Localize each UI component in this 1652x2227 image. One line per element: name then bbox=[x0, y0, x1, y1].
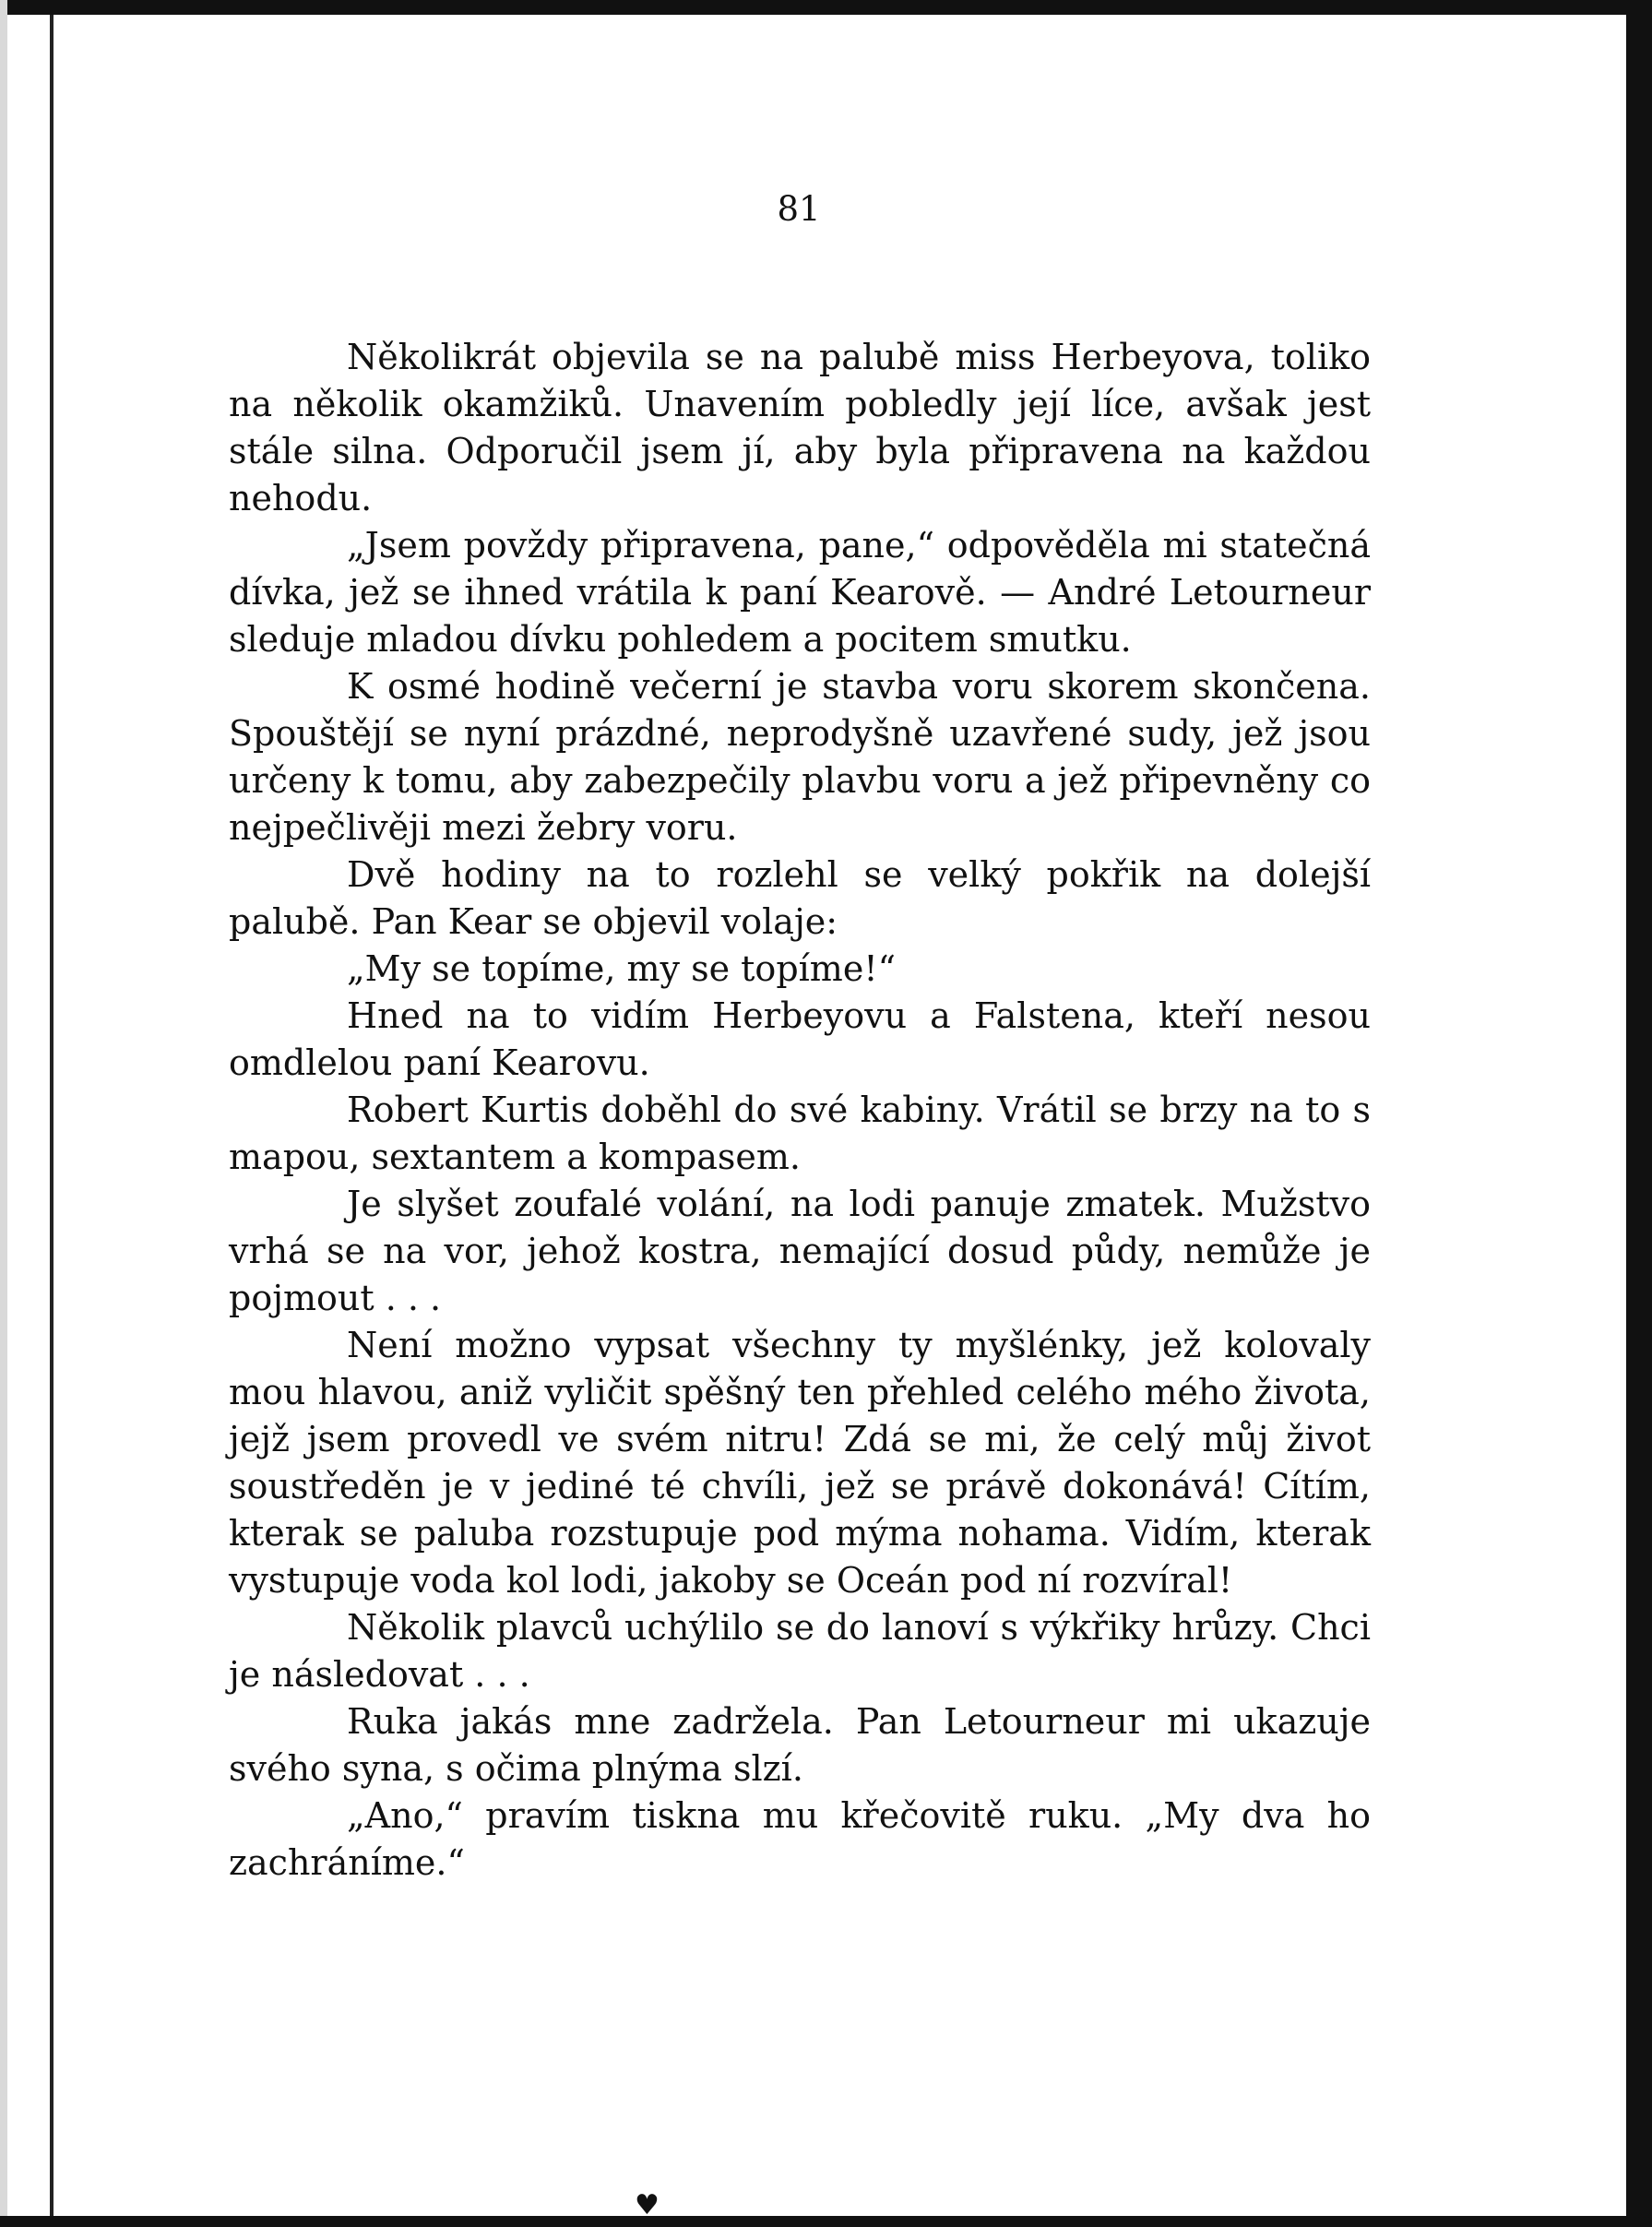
paragraph: K osmé hodině večerní je stavba voru skorem skončena. Spouštějí se nyní prázdné, neprodyšně uzavřené sudy, jež jsou určeny k tomu, aby zabezpečily plavbu voru a jež připevněny co nejpečlivěji mezi žebry voru. bbox=[229, 666, 1371, 848]
scan-border-left bbox=[0, 0, 7, 2227]
paragraph: Dvě hodiny na to rozlehl se velký pokřik na dolejší palubě. Pan Kear se objevil volaje: bbox=[229, 854, 1371, 942]
paragraph: „My se topíme, my se topíme!“ bbox=[347, 948, 897, 989]
paragraph: Ruka jakás mne zadržela. Pan Letourneur mi ukazuje svého syna, s očima plnýma slzí. bbox=[229, 1701, 1371, 1789]
page-edge-shadow bbox=[50, 15, 53, 2227]
scan-border-right bbox=[1626, 0, 1652, 2227]
paragraph: Několikrát objevila se na palubě miss Herbeyova, toliko na několik okamžiků. Unavením pobledly její líce, avšak jest stále silna. Odporučil jsem jí, aby byla připravena na každou nehodu. bbox=[229, 337, 1371, 518]
scan-border-top bbox=[0, 0, 1652, 15]
paragraph: Není možno vypsat všechny ty myšlénky, jež kolovaly mou hlavou, aniž vyličit spěšný ten přehled celého mého života, jejž jsem provedl ve svém nitru! Zdá se mi, že celý můj život soustředěn je v jediné té chvíli, jež se právě dokonává! Cítím, kterak se paluba rozstupuje pod mýma nohama. Vidím, kterak vystupuje voda kol lodi, jakoby se Oceán pod ní rozvíral! bbox=[229, 1325, 1371, 1601]
paragraph: „Ano,“ pravím tiskna mu křečovitě ruku. „My dva ho zachráníme.“ bbox=[229, 1795, 1371, 1883]
paragraph: Několik plavců uchýlilo se do lanoví s výkřiky hrůzy. Chci je následovat . . . bbox=[229, 1607, 1371, 1695]
paragraph: Robert Kurtis doběhl do své kabiny. Vrátil se brzy na to s mapou, sextantem a kompasem. bbox=[229, 1090, 1371, 1177]
page-number: 81 bbox=[777, 189, 821, 229]
paragraph: „Jsem povždy připravena, pane,“ odpověděla mi statečná dívka, jež se ihned vrátila k paní Kearově. — André Letourneur sleduje mladou dívku pohledem a pocitem smutku. bbox=[229, 525, 1371, 660]
body-text bbox=[229, 334, 1371, 1887]
ink-blot-icon: ♥ bbox=[635, 2189, 660, 2221]
paragraph: Hned na to vidím Herbeyovu a Falstena, kteří nesou omdlelou paní Kearovu. bbox=[229, 995, 1371, 1083]
paragraph: Je slyšet zoufalé volání, na lodi panuje zmatek. Mužstvo vrhá se na vor, jehož kostra, nemající dosud půdy, nemůže je pojmout . . . bbox=[229, 1184, 1371, 1318]
scan-border-bottom bbox=[0, 2216, 1652, 2227]
